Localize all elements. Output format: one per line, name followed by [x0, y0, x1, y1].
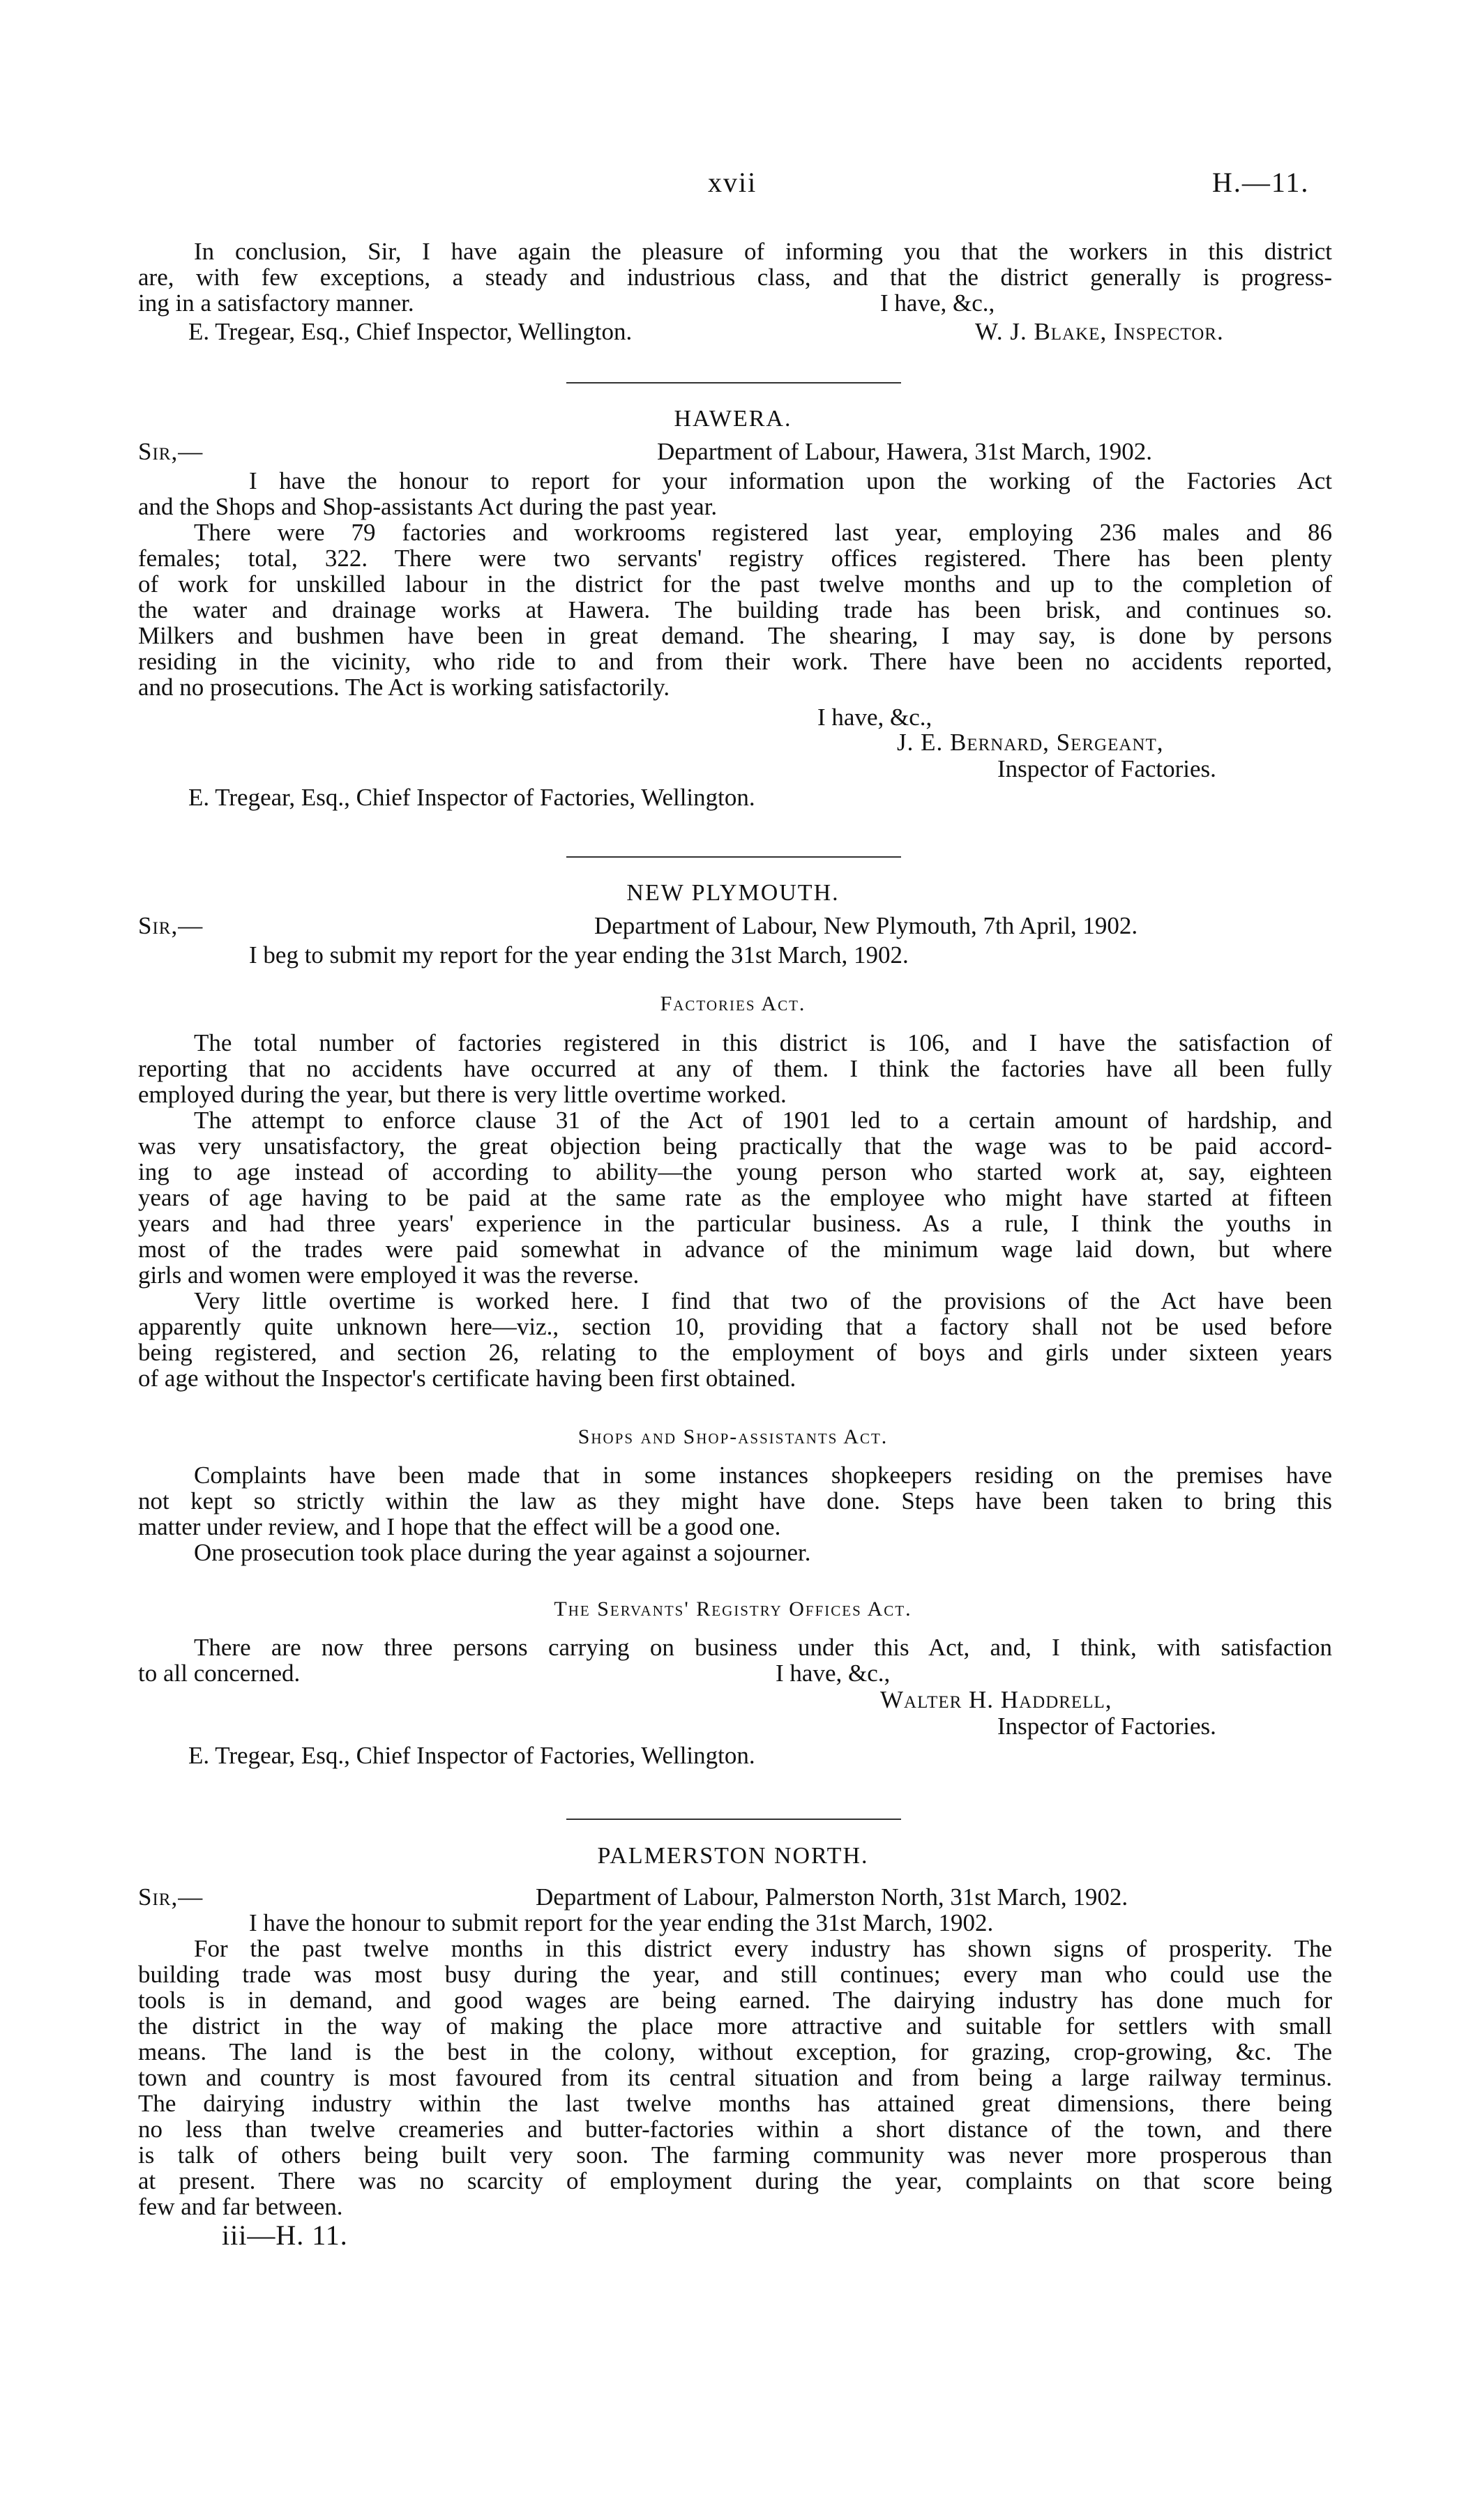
factories-line: girls and women were employed it was the reverse.	[138, 1261, 640, 1289]
new-plymouth-title: NEW PLYMOUTH.	[626, 880, 840, 906]
palmerston-line: The dairying industry within the last twelve months has attained great dimensions, there being	[138, 2090, 1332, 2117]
factories-line: of age without the Inspector's certificate having been first obtained.	[138, 1365, 796, 1392]
new-plymouth-signature: Walter H. Haddrell,	[880, 1686, 1112, 1713]
shops-line: matter under review, and I hope that the effect will be a good one.	[138, 1513, 781, 1540]
servants-line: to all concerned.	[138, 1660, 301, 1687]
section-divider	[566, 1819, 901, 1820]
hawera-line: Milkers and bushmen have been in great demand. The shearing, I may say, is done by persons	[138, 622, 1332, 649]
section-divider	[566, 856, 901, 858]
servants-line: There are now three persons carrying on business under this Act, and, I think, with satisfaction	[194, 1634, 1332, 1661]
factories-line: reporting that no accidents have occurred at any of them. I think the factories have all been fully	[138, 1055, 1332, 1082]
palmerston-north-title: PALMERSTON NORTH.	[597, 1843, 869, 1869]
shops-line: Complaints have been made that in some instances shopkeepers residing on the premises have	[194, 1462, 1332, 1489]
servants-act-heading: The Servants' Registry Offices Act.	[554, 1597, 912, 1620]
factories-line: years and had three years' experience in the particular business. As a rule, I think the youths in	[138, 1210, 1332, 1237]
hawera-line: the water and drainage works at Hawera. The building trade has been brisk, and continues so.	[138, 596, 1332, 623]
hawera-line: There were 79 factories and workrooms registered last year, employing 236 males and 86	[194, 519, 1332, 546]
palmerston-line: means. The land is the best in the colony, without exception, for grazing, crop-growing, &c. The	[138, 2038, 1332, 2065]
hawera-line: females; total, 322. There were two servants' registry offices registered. There has been plenty	[138, 545, 1332, 572]
hawera-line: of work for unskilled labour in the district for the past twelve months and up to the completion of	[138, 570, 1332, 598]
factories-line: being registered, and section 26, relating to the employment of boys and girls under sixteen years	[138, 1339, 1332, 1366]
shops-line: One prosecution took place during the year against a sojourner.	[194, 1539, 811, 1566]
factories-line: apparently quite unknown here—viz., section 10, providing that a factory shall not be used before	[138, 1313, 1332, 1340]
section-divider	[566, 382, 901, 384]
factories-act-heading: Factories Act.	[660, 992, 806, 1015]
hawera-signature: J. E. Bernard, Sergeant,	[897, 729, 1164, 756]
palmerston-line: is talk of others being built very soon. The farming community was never more prosperous than	[138, 2141, 1332, 2169]
palmerston-line: at present. There was no scarcity of employment during the year, complaints on that score being	[138, 2167, 1332, 2194]
palmerston-line: building trade was most busy during the year, and still continues; every man who could use the	[138, 1961, 1332, 1988]
intro-signature: W. J. Blake, Inspector.	[975, 318, 1224, 345]
hawera-addressee: E. Tregear, Esq., Chief Inspector of Factories, Wellington.	[188, 784, 755, 811]
hawera-line: residing in the vicinity, who ride to and from their work. There have been no accidents reported,	[138, 648, 1332, 675]
hawera-title: HAWERA.	[674, 406, 792, 432]
intro-line: are, with few exceptions, a steady and industrious class, and that the district generally is progress-	[138, 264, 1332, 291]
factories-line: was very unsatisfactory, the great objection being practically that the wage was to be paid accord-	[138, 1132, 1332, 1160]
palmerston-north-dateline: Department of Labour, Palmerston North, 31st March, 1902.	[536, 1883, 1128, 1911]
hawera-line: and no prosecutions. The Act is working satisfactorily.	[138, 674, 670, 701]
palmerston-north-opening: I have the honour to submit report for the year ending the 31st March, 1902.	[249, 1909, 994, 1936]
signature-mark: iii—H. 11.	[222, 2219, 348, 2251]
hawera-line: and the Shops and Shop-assistants Act during the past year.	[138, 493, 718, 520]
factories-line: most of the trades were paid somewhat in advance of the minimum wage laid down, but where	[138, 1236, 1332, 1263]
intro-line: ing in a satisfactory manner.	[138, 289, 414, 317]
new-plymouth-salutation: Sir,—	[138, 912, 204, 939]
hawera-closing: I have, &c.,	[817, 704, 932, 731]
factories-line: ing to age instead of according to ability—the young person who started work at, say, eighteen	[138, 1158, 1332, 1185]
document-reference: H.—11.	[1212, 167, 1310, 198]
hawera-signature-title: Inspector of Factories.	[997, 755, 1216, 782]
intro-line: In conclusion, Sir, I have again the pleasure of informing you that the workers in this district	[194, 238, 1332, 265]
palmerston-line: the district in the way of making the place more attractive and suitable for settlers with small	[138, 2012, 1332, 2040]
shops-act-heading: Shops and Shop-assistants Act.	[577, 1425, 889, 1448]
hawera-dateline: Department of Labour, Hawera, 31st March, 1902.	[657, 438, 1153, 465]
factories-line: The total number of factories registered in this district is 106, and I have the satisfaction of	[194, 1029, 1332, 1056]
new-plymouth-opening: I beg to submit my report for the year ending the 31st March, 1902.	[249, 941, 909, 969]
hawera-line: I have the honour to report for your information upon the working of the Factories Act	[249, 467, 1332, 494]
palmerston-line: few and far between.	[138, 2193, 343, 2220]
page-number: xvii	[708, 167, 757, 198]
factories-line: Very little overtime is worked here. I find that two of the provisions of the Act have been	[194, 1287, 1332, 1314]
shops-line: not kept so strictly within the law as they might have done. Steps have been taken to bring this	[138, 1487, 1332, 1515]
palmerston-line: town and country is most favoured from its central situation and from being a large railway terminus.	[138, 2064, 1332, 2091]
palmerston-line: no less than twelve creameries and butter-factories within a short distance of the town, and there	[138, 2116, 1332, 2143]
palmerston-line: tools is in demand, and good wages are being earned. The dairying industry has done much for	[138, 1987, 1332, 2014]
new-plymouth-dateline: Department of Labour, New Plymouth, 7th April, 1902.	[594, 912, 1138, 939]
intro-closing: I have, &c.,	[880, 289, 995, 317]
new-plymouth-closing: I have, &c.,	[776, 1660, 891, 1687]
new-plymouth-addressee: E. Tregear, Esq., Chief Inspector of Factories, Wellington.	[188, 1742, 755, 1769]
new-plymouth-signature-title: Inspector of Factories.	[997, 1713, 1216, 1740]
factories-line: employed during the year, but there is very little overtime worked.	[138, 1081, 787, 1108]
intro-addressee: E. Tregear, Esq., Chief Inspector, Wellington.	[188, 318, 633, 345]
hawera-salutation: Sir,—	[138, 438, 204, 465]
palmerston-north-salutation: Sir,—	[138, 1883, 204, 1911]
palmerston-line: For the past twelve months in this district every industry has shown signs of prosperity. The	[194, 1935, 1332, 1962]
factories-line: The attempt to enforce clause 31 of the Act of 1901 led to a certain amount of hardship, and	[194, 1107, 1332, 1134]
factories-line: years of age having to be paid at the same rate as the employee who might have started at fifteen	[138, 1184, 1332, 1211]
